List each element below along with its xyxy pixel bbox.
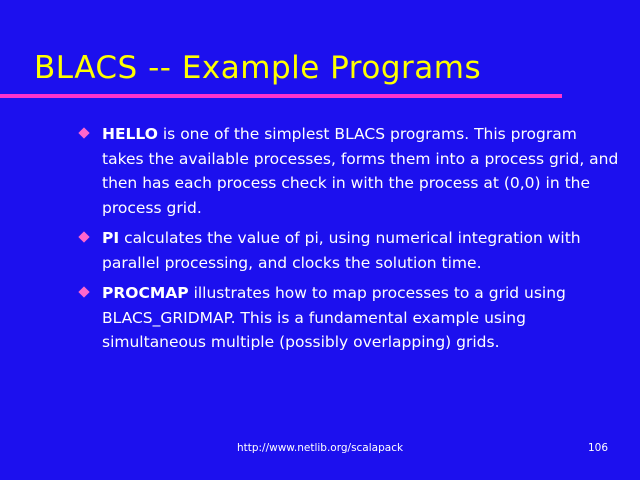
diamond-bullet-icon [78,127,89,138]
bullet-keyword: PROCMAP [102,284,189,302]
bullet-text: is one of the simplest BLACS programs. This program takes the available processes, forms them into a process grid, and then has each process check in with the process at (0,0) in the process grid. [102,125,619,217]
bullet-text: calculates the value of pi, using numerical integration with parallel processing, and clocks the solution time. [102,229,581,272]
bullet-keyword: HELLO [102,125,158,143]
bullet-keyword: PI [102,229,120,247]
bullet-item-pi [80,226,620,275]
slide-title: BLACS -- Example Programs [34,50,482,86]
bullet-text: illustrates how to map processes to a grid using BLACS_GRIDMAP. This is a fundamental example using simultaneous multiple (possibly overlapping) grids. [102,284,566,351]
title-divider [0,94,562,98]
bullet-item-hello [80,122,620,220]
bullet-list [80,122,620,361]
diamond-bullet-icon [78,231,89,242]
bullet-item-procmap [80,281,620,355]
footer-url: http://www.netlib.org/scalapack [236,442,404,454]
page-number: 106 [588,442,609,454]
diamond-bullet-icon [78,286,89,297]
